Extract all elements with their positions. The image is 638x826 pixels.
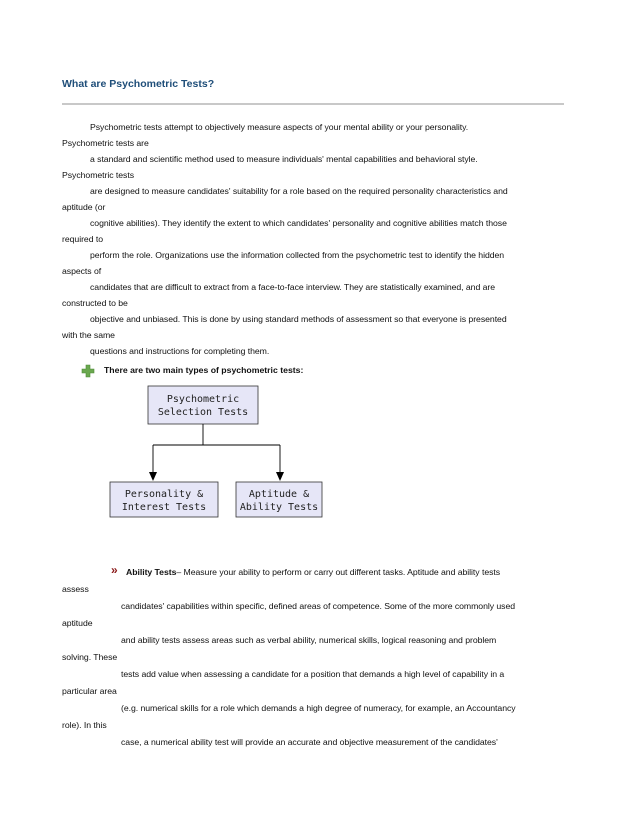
- ability-line: candidates' capabilities within specific, defined areas of competence. Some of the more commonly used: [121, 601, 516, 611]
- intro-line: Psychometric tests are: [62, 138, 149, 148]
- intro-line: Psychometric tests: [62, 170, 134, 180]
- arrowhead-icon: [149, 472, 157, 481]
- ability-line: aptitude: [62, 618, 93, 628]
- ability-line: case, a numerical ability test will provide an accurate and objective measurement of the candidates': [121, 737, 498, 747]
- diagram-root-label: Selection Tests: [157, 407, 249, 418]
- intro-line: are designed to measure candidates' suitability for a role based on the required personality characteristics and: [90, 186, 508, 196]
- diagram-root-box: [148, 386, 258, 424]
- intro-line: with the same: [62, 330, 115, 340]
- diagram-left-label: Personality &: [124, 489, 204, 500]
- diagram-left-label: Interest Tests: [121, 502, 207, 513]
- ability-line: role). In this: [62, 720, 107, 730]
- intro-line: objective and unbiased. This is done by using standard methods of assessment so that everyone is presented: [90, 314, 507, 324]
- title-divider: [62, 103, 564, 105]
- ability-line: (e.g. numerical skills for a role which demands a high degree of numeracy, for example, an Accountancy: [121, 703, 516, 713]
- diagram-root-label: Psychometric: [166, 394, 240, 405]
- ability-line: assess: [62, 584, 89, 594]
- intro-line: Psychometric tests attempt to objectively measure aspects of your mental ability or your personality.: [90, 122, 469, 132]
- test-types-diagram: [100, 380, 340, 530]
- ability-line: and ability tests assess areas such as verbal ability, numerical skills, logical reasoning and problem: [121, 635, 497, 645]
- double-chevron-icon: »: [111, 563, 118, 577]
- intro-line: aspects of: [62, 266, 102, 276]
- ability-lead-line: [126, 566, 500, 578]
- page-title: What are Psychometric Tests?: [62, 78, 215, 90]
- intro-line: required to: [62, 234, 103, 244]
- intro-line: aptitude (or: [62, 202, 106, 212]
- ability-line: tests add value when assessing a candidate for a position that demands a high level of capability in a: [121, 669, 505, 679]
- diagram-right-label: Aptitude &: [248, 489, 310, 500]
- intro-line: perform the role. Organizations use the information collected from the psychometric test to identify the hidden: [90, 250, 505, 260]
- diagram-right-label: Ability Tests: [239, 502, 319, 513]
- ability-line: solving. These: [62, 652, 118, 662]
- intro-line: candidates that are difficult to extract from a face-to-face interview. They are statistically examined, and are: [90, 282, 496, 292]
- types-heading: There are two main types of psychometric tests:: [104, 365, 304, 375]
- intro-line: questions and instructions for completing them.: [90, 346, 270, 356]
- intro-line: cognitive abilities). They identify the extent to which candidates' personality and cognitive abilities match those: [90, 218, 507, 228]
- plus-icon: [81, 364, 95, 378]
- intro-line: constructed to be: [62, 298, 128, 308]
- ability-lead-rest: – Measure your ability to perform or carry out different tasks. Aptitude and ability tests: [176, 567, 501, 577]
- arrowhead-icon: [276, 472, 284, 481]
- intro-line: a standard and scientific method used to measure individuals' mental capabilities and behavioral style.: [90, 154, 478, 164]
- ability-line: particular area: [62, 686, 117, 696]
- ability-term: Ability Tests: [126, 567, 177, 577]
